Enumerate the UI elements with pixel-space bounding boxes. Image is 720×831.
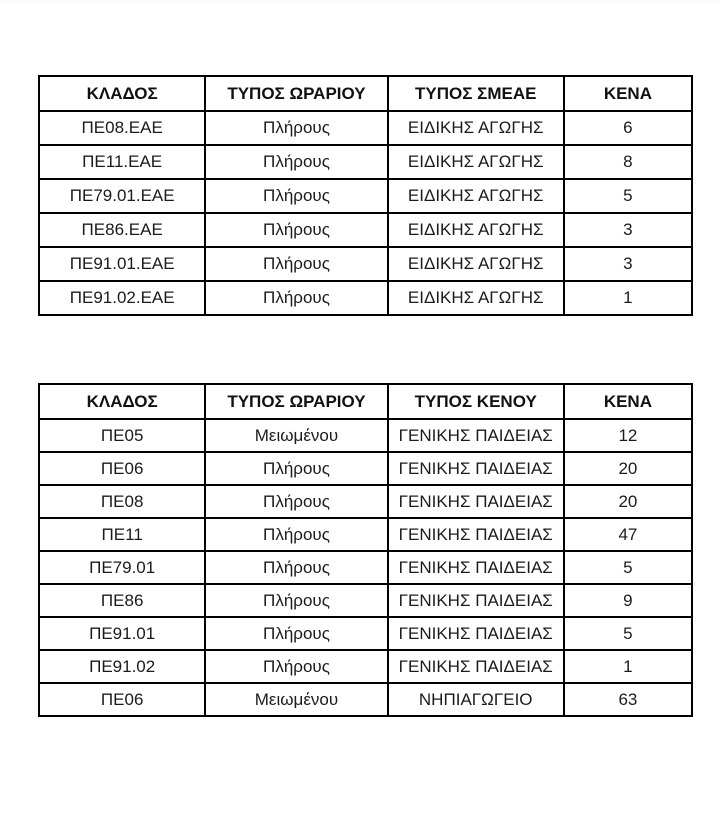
table-cell: 20 <box>564 485 692 518</box>
table-cell: Πλήρους <box>205 281 387 315</box>
table-cell: ΕΙΔΙΚΗΣ ΑΓΩΓΗΣ <box>388 145 564 179</box>
table-cell: ΠΕ08 <box>39 485 205 518</box>
table-cell: ΠΕ79.01.ΕΑΕ <box>39 179 205 213</box>
table-cell: 5 <box>564 617 692 650</box>
table-cell: 9 <box>564 584 692 617</box>
table-cell: 3 <box>564 247 692 281</box>
header-cell: ΚΕΝΑ <box>564 384 692 419</box>
table-row <box>39 683 692 716</box>
table-row <box>39 617 692 650</box>
table-cell: 3 <box>564 213 692 247</box>
table-cell: 1 <box>564 281 692 315</box>
table-cell: ΠΕ91.02.ΕΑΕ <box>39 281 205 315</box>
table-cell: ΠΕ79.01 <box>39 551 205 584</box>
table-cell: Πλήρους <box>205 179 387 213</box>
table-cell: 5 <box>564 551 692 584</box>
table-cell: ΓΕΝΙΚΗΣ ΠΑΙΔΕΙΑΣ <box>388 485 564 518</box>
table-row <box>39 518 692 551</box>
table-row <box>39 551 692 584</box>
table-cell: ΠΕ11 <box>39 518 205 551</box>
header-cell: ΤΥΠΟΣ ΚΕΝΟΥ <box>388 384 564 419</box>
table-cell: Πλήρους <box>205 111 387 145</box>
table-row <box>39 584 692 617</box>
table-row <box>39 145 692 179</box>
table-cell: Πλήρους <box>205 650 387 683</box>
table-cell: Πλήρους <box>205 485 387 518</box>
table-cell: ΓΕΝΙΚΗΣ ΠΑΙΔΕΙΑΣ <box>388 650 564 683</box>
table-cell: ΕΙΔΙΚΗΣ ΑΓΩΓΗΣ <box>388 247 564 281</box>
general-education-vacancies-table <box>38 383 693 717</box>
table-cell: 8 <box>564 145 692 179</box>
header-cell: ΚΛΑΔΟΣ <box>39 384 205 419</box>
table-row <box>39 281 692 315</box>
header-cell: ΤΥΠΟΣ ΣΜΕΑΕ <box>388 76 564 111</box>
table-row <box>39 419 692 452</box>
table-row <box>39 650 692 683</box>
table-cell: 47 <box>564 518 692 551</box>
table-cell: 12 <box>564 419 692 452</box>
table-cell: ΓΕΝΙΚΗΣ ΠΑΙΔΕΙΑΣ <box>388 617 564 650</box>
table-cell: ΠΕ86 <box>39 584 205 617</box>
header-row <box>39 76 692 111</box>
table-cell: 63 <box>564 683 692 716</box>
table-cell: ΓΕΝΙΚΗΣ ΠΑΙΔΕΙΑΣ <box>388 452 564 485</box>
table-cell: Πλήρους <box>205 584 387 617</box>
table-cell: ΓΕΝΙΚΗΣ ΠΑΙΔΕΙΑΣ <box>388 518 564 551</box>
header-cell: ΤΥΠΟΣ ΩΡΑΡΙΟΥ <box>205 76 387 111</box>
table-cell: Μειωμένου <box>205 419 387 452</box>
table-cell: ΠΕ86.ΕΑΕ <box>39 213 205 247</box>
table-row <box>39 111 692 145</box>
table-cell: ΠΕ91.01 <box>39 617 205 650</box>
table-cell: ΠΕ06 <box>39 683 205 716</box>
header-cell: ΚΛΑΔΟΣ <box>39 76 205 111</box>
table-row <box>39 452 692 485</box>
table-row <box>39 213 692 247</box>
table-cell: ΓΕΝΙΚΗΣ ΠΑΙΔΕΙΑΣ <box>388 551 564 584</box>
table-cell: ΠΕ11.ΕΑΕ <box>39 145 205 179</box>
table-cell: 5 <box>564 179 692 213</box>
table-cell: Μειωμένου <box>205 683 387 716</box>
table-cell: 1 <box>564 650 692 683</box>
table-cell: ΠΕ91.02 <box>39 650 205 683</box>
table-cell: ΝΗΠΙΑΓΩΓΕΙΟ <box>388 683 564 716</box>
table-cell: ΓΕΝΙΚΗΣ ΠΑΙΔΕΙΑΣ <box>388 584 564 617</box>
table-cell: Πλήρους <box>205 617 387 650</box>
header-cell: ΚΕΝΑ <box>564 76 692 111</box>
table-row <box>39 247 692 281</box>
table-cell: ΠΕ05 <box>39 419 205 452</box>
table-cell: ΠΕ06 <box>39 452 205 485</box>
page-top-strip <box>0 0 720 4</box>
table-cell: Πλήρους <box>205 452 387 485</box>
table-cell: Πλήρους <box>205 247 387 281</box>
table-cell: 6 <box>564 111 692 145</box>
table-cell: ΓΕΝΙΚΗΣ ΠΑΙΔΕΙΑΣ <box>388 419 564 452</box>
table-cell: ΠΕ08.ΕΑΕ <box>39 111 205 145</box>
table-cell: Πλήρους <box>205 145 387 179</box>
table-row <box>39 485 692 518</box>
table-row <box>39 179 692 213</box>
table-cell: Πλήρους <box>205 518 387 551</box>
table-cell: ΠΕ91.01.ΕΑΕ <box>39 247 205 281</box>
table-cell: ΕΙΔΙΚΗΣ ΑΓΩΓΗΣ <box>388 111 564 145</box>
table-cell: 20 <box>564 452 692 485</box>
table-cell: ΕΙΔΙΚΗΣ ΑΓΩΓΗΣ <box>388 281 564 315</box>
header-row <box>39 384 692 419</box>
table-cell: Πλήρους <box>205 551 387 584</box>
table-cell: Πλήρους <box>205 213 387 247</box>
header-cell: ΤΥΠΟΣ ΩΡΑΡΙΟΥ <box>205 384 387 419</box>
table-cell: ΕΙΔΙΚΗΣ ΑΓΩΓΗΣ <box>388 179 564 213</box>
table-cell: ΕΙΔΙΚΗΣ ΑΓΩΓΗΣ <box>388 213 564 247</box>
special-education-vacancies-table <box>38 75 693 316</box>
